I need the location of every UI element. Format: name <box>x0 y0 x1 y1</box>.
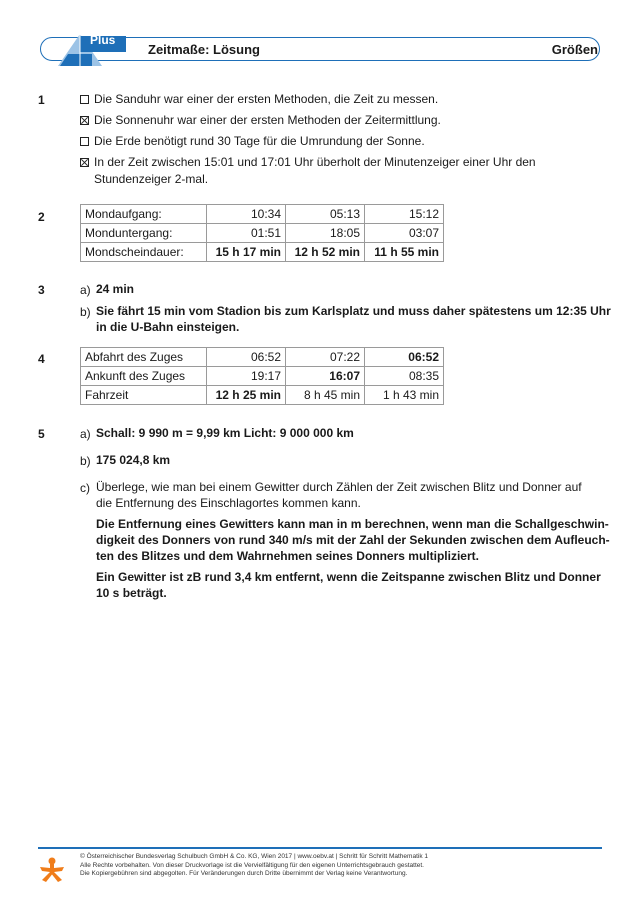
answer-text: Ein Gewitter ist zB rund 3,4 km entfernt, wenn die Zeitspanne zwischen Blitz und Donner <box>96 570 601 584</box>
list-item: Die Erde benötigt rund 30 Tage für die Umrundung der Sonne. <box>80 133 425 149</box>
table-cell: 19:17 <box>207 367 286 386</box>
list-item: Die Sonnenuhr war einer der ersten Methoden der Zeitermittlung. <box>80 112 441 128</box>
table-cell: Fahrzeit <box>81 386 207 405</box>
subtask-label: c) <box>80 481 90 495</box>
table-cell: 18:05 <box>286 224 365 243</box>
task-number: 1 <box>38 93 45 107</box>
table-cell: 01:51 <box>207 224 286 243</box>
table-row <box>81 205 444 224</box>
answer-text: digkeit des Donners von rund 340 m/s mit der Zahl der Sekunden zwischen dem Aufleuch- <box>96 533 610 547</box>
footer-divider <box>38 847 602 849</box>
table-cell: 16:07 <box>286 367 365 386</box>
table-cell: 06:52 <box>207 348 286 367</box>
subtask-label: a) <box>80 427 91 441</box>
list-item: In der Zeit zwischen 15:01 und 17:01 Uhr überholt der Minutenzeiger einer Uhr den <box>80 154 536 170</box>
table-cell: 12 h 25 min <box>207 386 286 405</box>
answer-text: 10 s beträgt. <box>96 586 167 600</box>
subtask-label: a) <box>80 283 91 297</box>
train-table <box>80 347 444 405</box>
task-number: 5 <box>38 427 45 441</box>
checkbox-empty-icon <box>80 95 89 104</box>
table-cell: Mondaufgang: <box>81 205 207 224</box>
subtask-label: b) <box>80 454 91 468</box>
table-row <box>81 386 444 405</box>
logo-text: Plus <box>90 33 116 47</box>
table-cell: 10:34 <box>207 205 286 224</box>
table-cell: Abfahrt des Zuges <box>81 348 207 367</box>
table-cell: Monduntergang: <box>81 224 207 243</box>
table-cell: 15:12 <box>365 205 444 224</box>
table-row <box>81 367 444 386</box>
table-cell: 07:22 <box>286 348 365 367</box>
task-number: 2 <box>38 210 45 224</box>
table-cell: 1 h 43 min <box>365 386 444 405</box>
table-row <box>81 348 444 367</box>
list-item-continuation: Stundenzeiger 2-mal. <box>94 172 209 186</box>
list-item: Die Sanduhr war einer der ersten Methoden, die Zeit zu messen. <box>80 91 438 107</box>
footer-copyright: © Österreichischer Bundesverlag Schulbuch GmbH & Co. KG, Wien 2017 | www.oebv.at | Schritt für Schritt Mathematik 1 Alle Rechte vorbehalten. Von dieser Druckvorlage ist die Vervielfältigung für den eigenen Unterrichtsgebrauch gestattet. Die Kopiergebühren sind abgegolten. Für Veränderungen durch Dritte übernimmt der Verlag keine Verantwortung. <box>80 853 428 877</box>
table-row <box>81 224 444 243</box>
answer-text: in die U-Bahn einsteigen. <box>96 320 240 334</box>
answer-text: Schall: 9 990 m = 9,99 km Licht: 9 000 000 km <box>96 426 354 440</box>
section-label: Größen <box>551 42 598 57</box>
task-number: 3 <box>38 283 45 297</box>
table-cell: 03:07 <box>365 224 444 243</box>
answer-text: 175 024,8 km <box>96 453 171 467</box>
checkbox-checked-icon <box>80 158 89 167</box>
table-cell: 8 h 45 min <box>286 386 365 405</box>
question-text: die Entfernung des Einschlagortes kommen kann. <box>96 496 361 510</box>
table-cell: 15 h 17 min <box>207 243 286 262</box>
answer-text: Sie fährt 15 min vom Stadion bis zum Karlsplatz und muss daher spätestens um 12:35 Uhr <box>96 304 611 318</box>
task-number: 4 <box>38 352 45 366</box>
table-cell: 12 h 52 min <box>286 243 365 262</box>
table-cell: Mondscheindauer: <box>81 243 207 262</box>
answer-text: ten des Blitzes und dem Wahrnehmen seines Donners multipliziert. <box>96 549 479 563</box>
checkbox-checked-icon <box>80 116 89 125</box>
moon-table <box>80 204 444 262</box>
answer-text: 24 min <box>96 282 135 296</box>
table-cell: 06:52 <box>365 348 444 367</box>
subtask-label: b) <box>80 305 91 319</box>
question-text: Überlege, wie man bei einem Gewitter durch Zählen der Zeit zwischen Blitz und Donner auf <box>96 480 582 494</box>
table-row <box>81 243 444 262</box>
table-cell: Ankunft des Zuges <box>81 367 207 386</box>
table-cell: 08:35 <box>365 367 444 386</box>
page-title: Zeitmaße: Lösung <box>148 42 260 57</box>
answer-text: Die Entfernung eines Gewitters kann man in m berechnen, wenn man die Schallgeschwin- <box>96 517 609 531</box>
checkbox-empty-icon <box>80 137 89 146</box>
table-cell: 05:13 <box>286 205 365 224</box>
publisher-logo-icon <box>38 855 66 883</box>
table-cell: 11 h 55 min <box>365 243 444 262</box>
